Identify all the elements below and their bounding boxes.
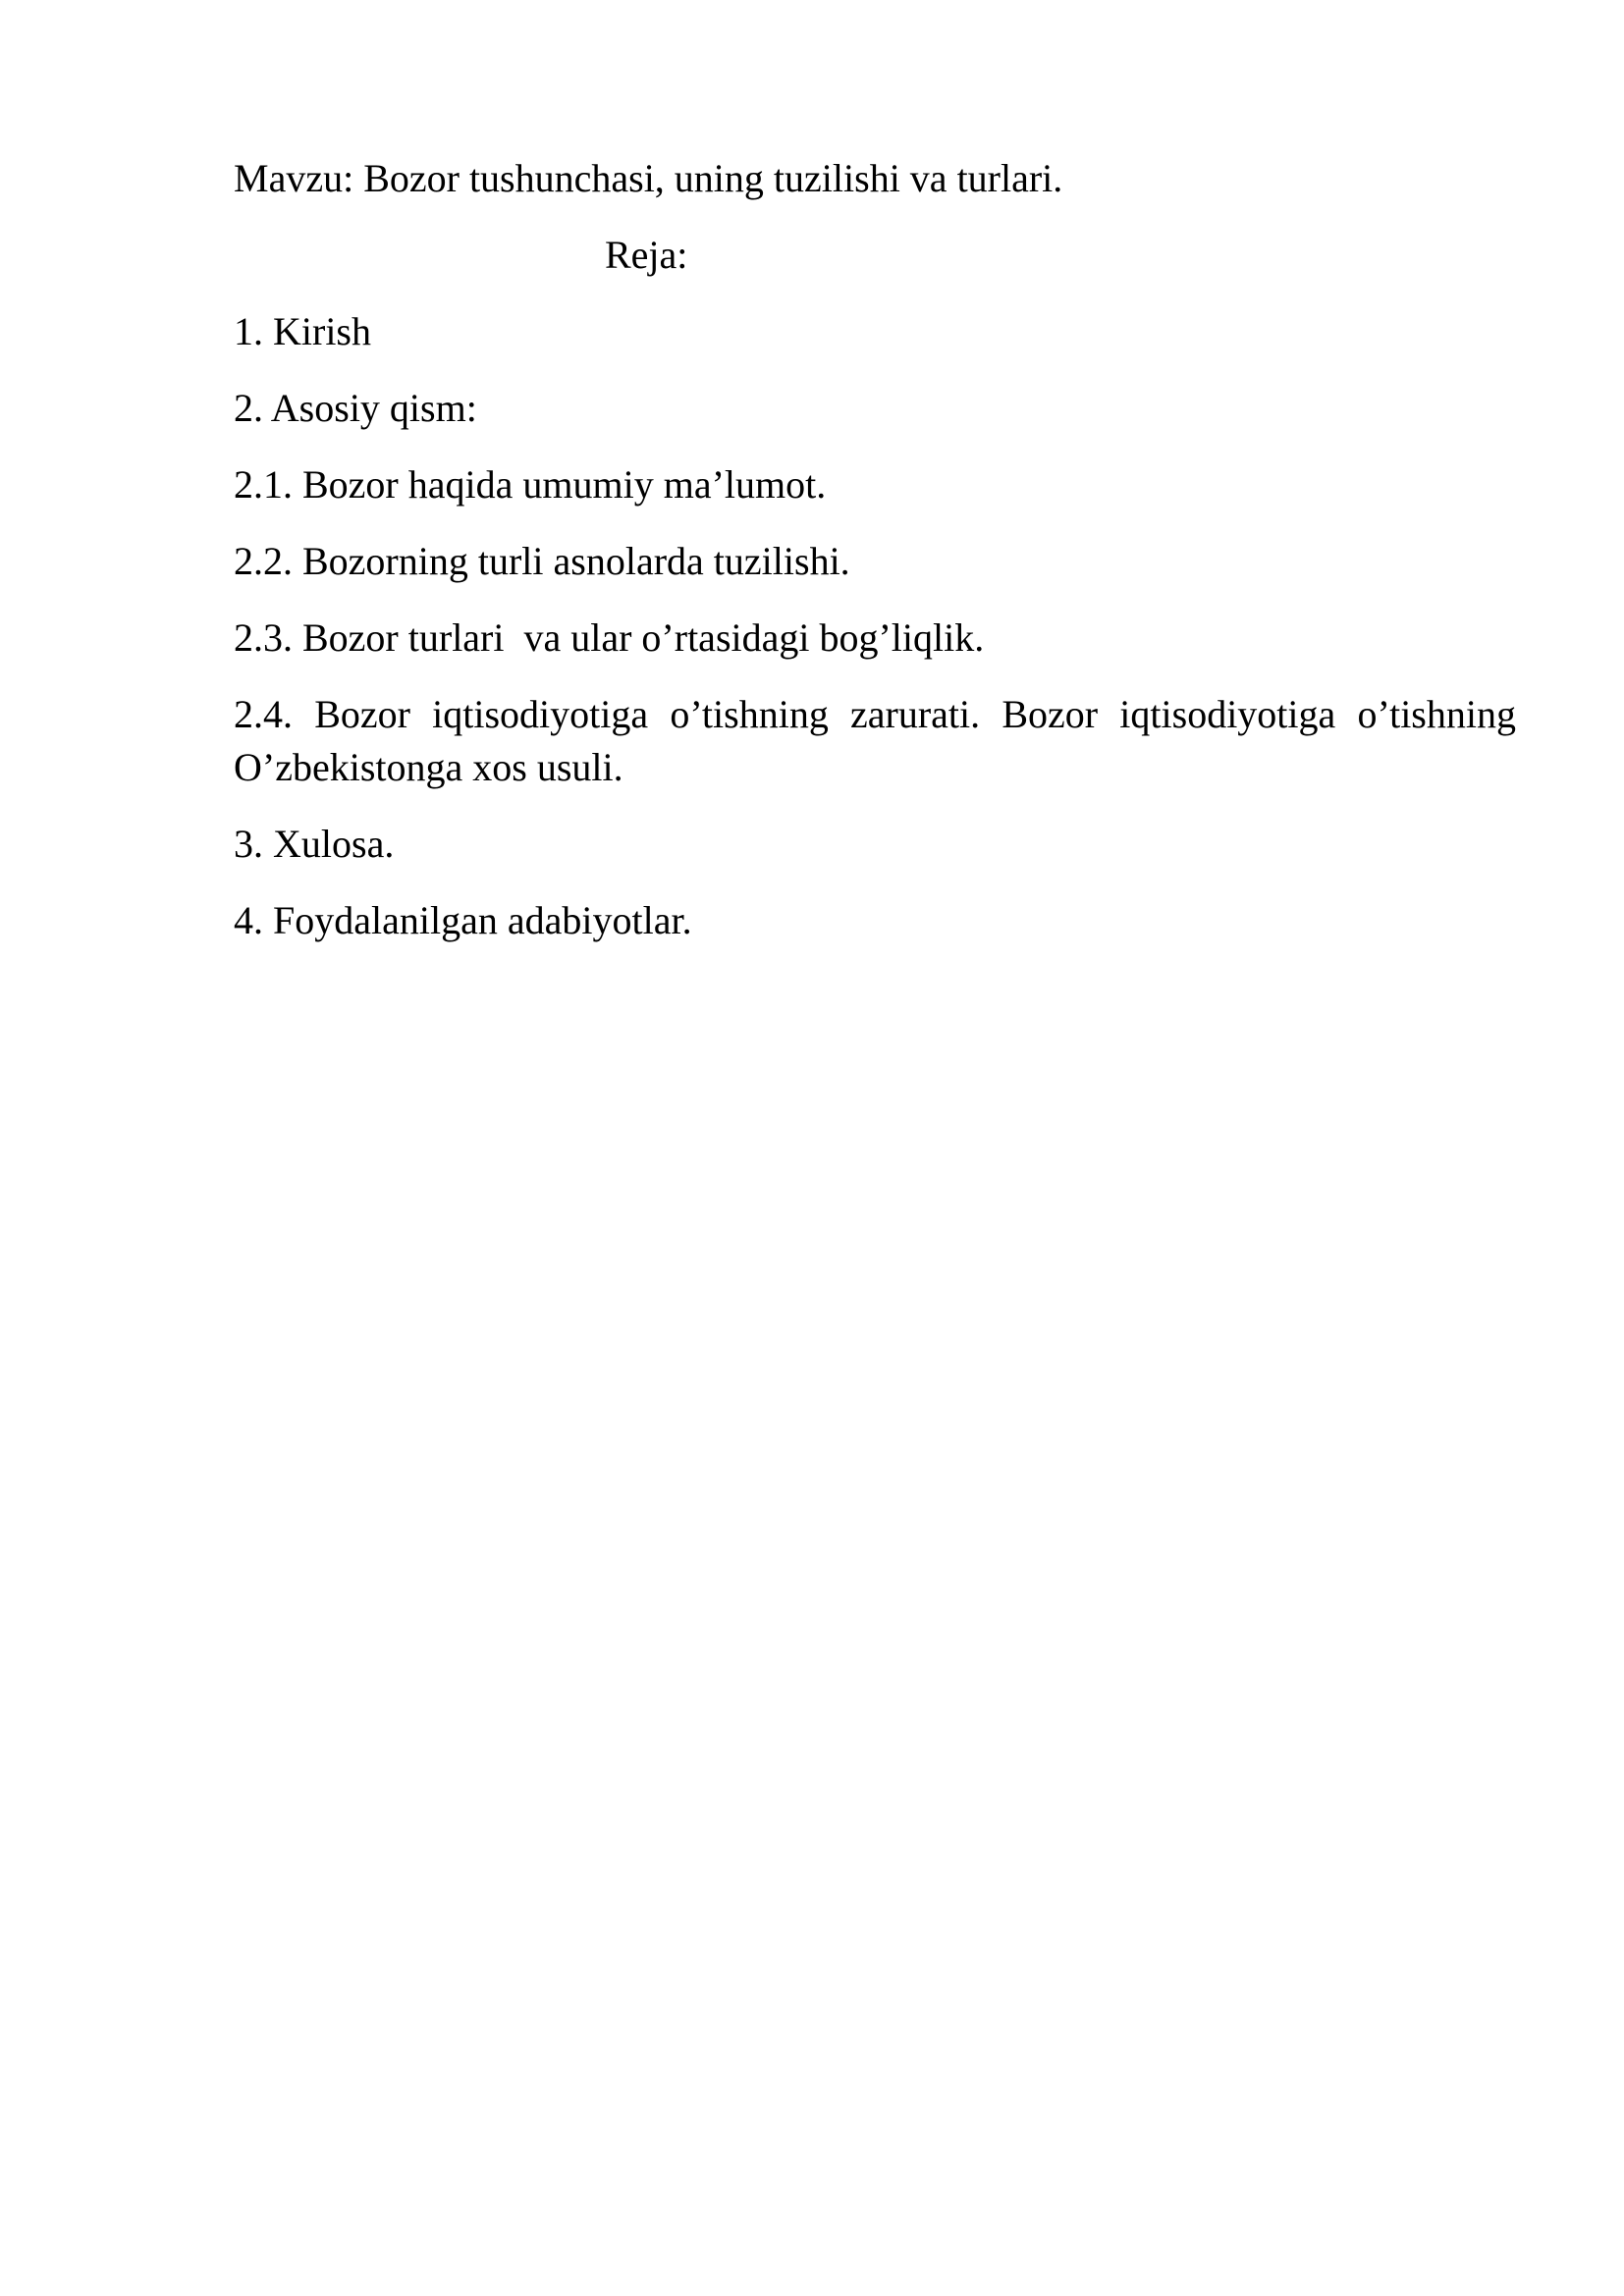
plan-item-1: 1. Kirish xyxy=(234,309,371,353)
topic-title: Mavzu: Bozor tushunchasi, uning tuzilishi va turlari. xyxy=(234,156,1063,200)
plan-item-3: 3. Xulosa. xyxy=(234,822,395,866)
plan-heading: Reja: xyxy=(605,233,688,277)
document-body xyxy=(234,152,1526,971)
plan-item-2-1: 2.1. Bozor haqida umumiy ma’lumot. xyxy=(234,462,827,507)
plan-item-2: 2. Asosiy qism: xyxy=(234,386,477,430)
plan-item-2-3: 2.3. Bozor turlari va ular o’rtasidagi bog’liqlik. xyxy=(234,615,985,660)
plan-item-4: 4. Foydalanilgan adabiyotlar. xyxy=(234,898,692,942)
plan-item-2-4: 2.4. Bozor iqtisodiyotiga o’tishning zarurati. Bozor iqtisodiyotiga o’tishning O’zbekistonga xos usuli. xyxy=(234,692,1526,789)
plan-item-2-2: 2.2. Bozorning turli asnolarda tuzilishi. xyxy=(234,539,850,583)
